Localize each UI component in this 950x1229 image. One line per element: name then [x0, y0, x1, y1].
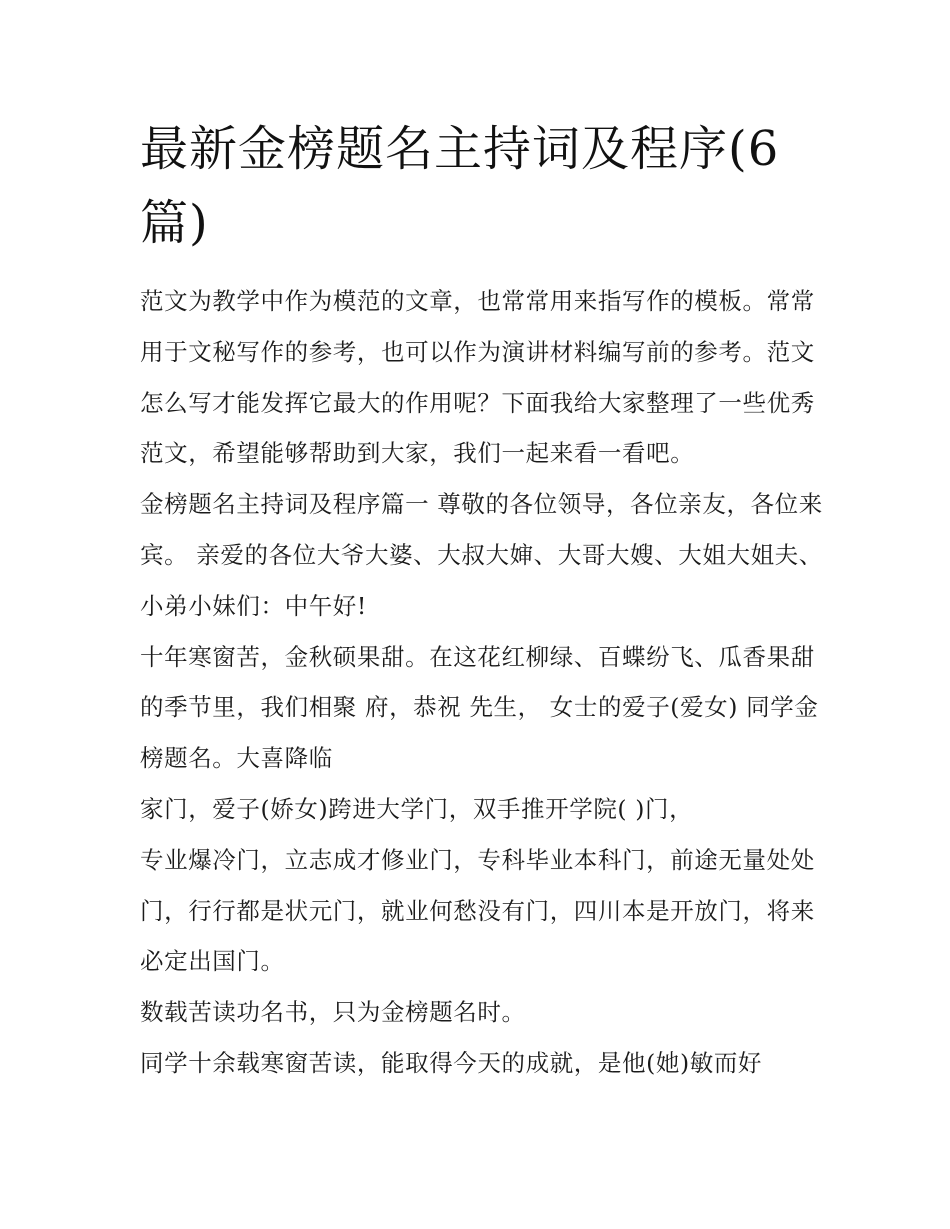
paragraph-study-verse: 数载苦读功名书，只为金榜题名时。 [140, 998, 526, 1027]
document-title: 最新金榜题名主持词及程序(6篇) [140, 121, 780, 251]
paragraph-greeting: 金榜题名主持词及程序篇一 尊敬的各位领导，各位亲友，各位来宾。 亲爱的各位大爷大婆、大叔大婶、大哥大嫂、大姐大姐夫、小弟小妹们：中午好! [140, 490, 823, 620]
paragraph-congratulation: 十年寒窗苦，金秋硕果甜。在这花红柳绿、百蝶纷飞、瓜香果甜的季节里，我们相聚 府，恭祝 先生， 女士的爱子(爱女) 同学金榜题名。大喜降临 [140, 642, 819, 773]
document-body [140, 276, 830, 1089]
paragraph-career-doors: 专业爆冷门，立志成才修业门，专科毕业本科门，前途无量处处门，行行都是状元门，就业何愁没有门，四川本是开放门，将来必定出国门。 [140, 845, 815, 976]
paragraph-family-door: 家门，爱子(娇女)跨进大学门，双手推开学院( )门， [140, 794, 694, 823]
paragraph-achievement: 同学十余载寒窗苦读，能取得今天的成就，是他(她)敏而好 [140, 1048, 763, 1077]
paragraph-intro: 范文为教学中作为模范的文章，也常常用来指写作的模板。常常用于文秘写作的参考，也可以作为演讲材料编写前的参考。范文怎么写才能发挥它最大的作用呢？下面我给大家整理了一些优秀范文，希望能够帮助到大家，我们一起来看一看吧。 [140, 287, 815, 468]
